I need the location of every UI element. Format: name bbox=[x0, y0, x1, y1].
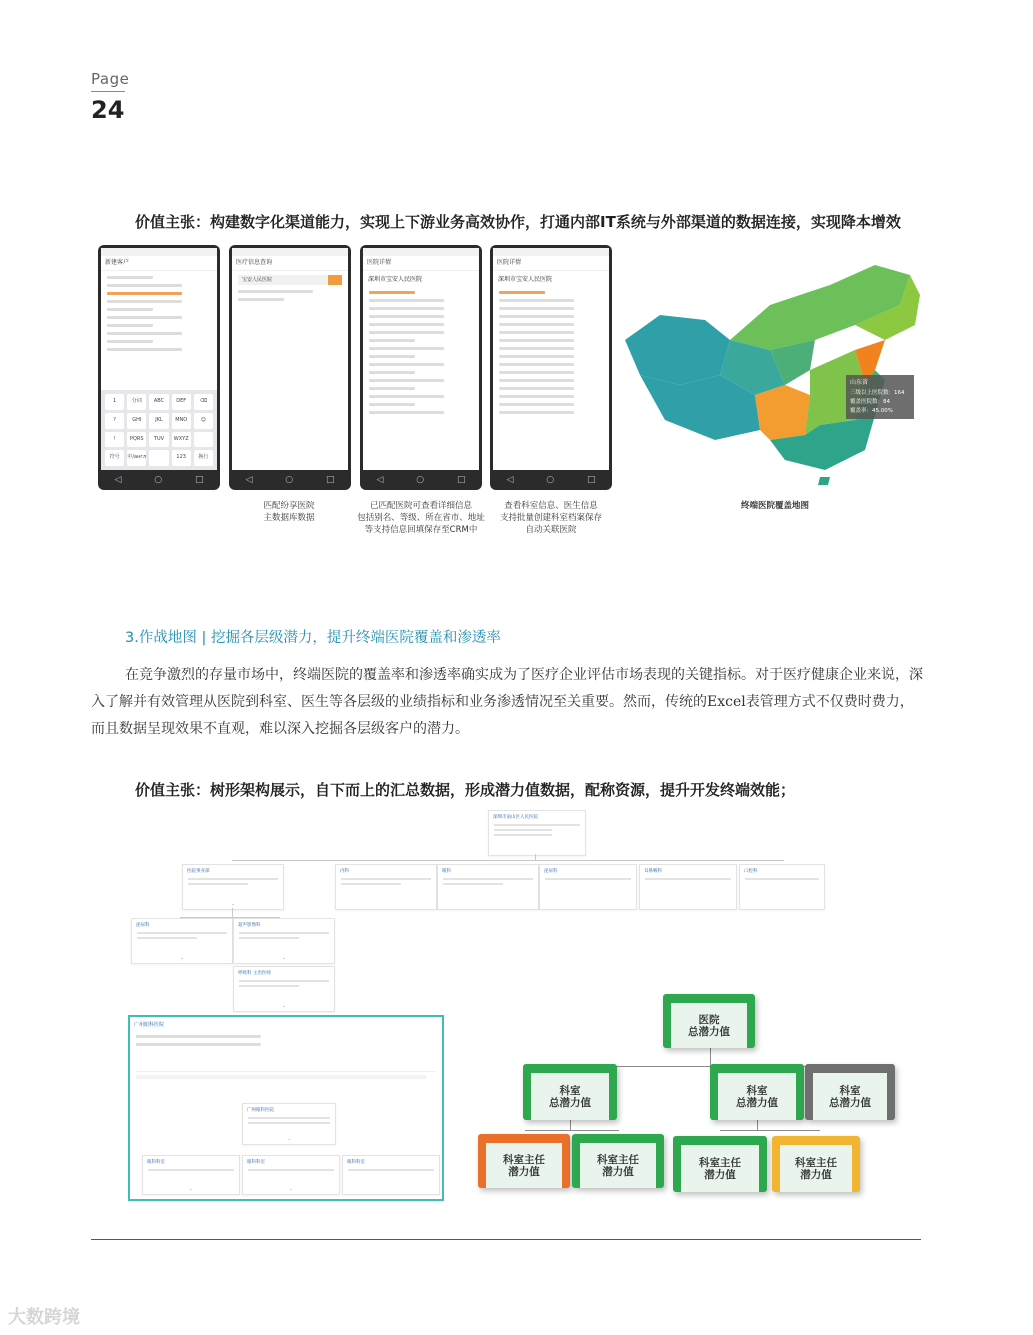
phone-nav-title: 医院详情 bbox=[493, 256, 609, 271]
map-tooltip-line2: 覆盖医院数：84 bbox=[850, 399, 890, 405]
map-caption: 终端医院覆盖地图 bbox=[740, 501, 809, 511]
tree-director-node: 科室主任 潜力值 bbox=[478, 1134, 570, 1188]
map-hainan bbox=[818, 477, 830, 485]
detail-title: 广州眼科医院 bbox=[134, 1022, 165, 1028]
org-card[interactable]: 呼吸科 主治医师 ⌄ bbox=[233, 966, 335, 1012]
phone-keyboard: 1 分词 ABC DEF ⌫ ? GHI JKL MNO ☺ ! PQRS TUV WXYZ 符号 中/англ 123 换行 bbox=[101, 390, 217, 470]
org-card[interactable]: 医院事业部 ⌄ bbox=[182, 864, 284, 910]
tree-dept-node: 科室 总潜力值 bbox=[523, 1064, 617, 1120]
recents-icon: □ bbox=[326, 475, 335, 485]
hospital-name: 深圳市宝安人民医院 bbox=[498, 276, 553, 283]
footer-divider bbox=[91, 1239, 921, 1240]
phone-screenshot-hospital-detail bbox=[360, 245, 482, 490]
recents-icon: □ bbox=[195, 475, 204, 485]
org-card[interactable]: 泌尿科 bbox=[539, 864, 637, 910]
caption-phone2: 匹配纷享医院 主数据库数据 bbox=[263, 501, 315, 523]
back-icon: ◁ bbox=[114, 475, 122, 485]
back-icon: ◁ bbox=[506, 475, 514, 485]
map-xinjiang bbox=[625, 315, 730, 385]
org-card[interactable]: 泌尿科 ⌄ bbox=[131, 918, 233, 964]
home-icon: ○ bbox=[546, 475, 555, 485]
phone-nav-title: 医院详情 bbox=[363, 256, 479, 271]
page-label: Page bbox=[91, 70, 130, 88]
home-icon: ○ bbox=[154, 475, 163, 485]
recents-icon: □ bbox=[457, 475, 466, 485]
caption-phone4: 查看科室信息、医生信息 支持批量创建科室档案保存 自动关联医院 bbox=[499, 501, 602, 535]
org-root-card[interactable]: 深圳市南山区人民医院 bbox=[488, 810, 586, 856]
tree-director-node: 科室主任 潜力值 bbox=[572, 1134, 664, 1188]
tree-root-node: 医院 总潜力值 bbox=[663, 994, 755, 1048]
org-card[interactable]: 内科 bbox=[335, 864, 437, 910]
home-icon: ○ bbox=[285, 475, 294, 485]
detail-bottom-card[interactable]: 眼科科室 ⌄ bbox=[242, 1155, 340, 1195]
phone-screenshot-department-list bbox=[490, 245, 612, 490]
china-coverage-map bbox=[620, 245, 920, 490]
map-sichuan bbox=[755, 385, 810, 440]
page-number: 24 bbox=[91, 96, 125, 124]
detail-sub-card[interactable]: 广州眼科医院 ⌄ bbox=[242, 1103, 336, 1145]
map-tooltip-line1: 三级以上医院数：164 bbox=[850, 390, 905, 396]
org-card[interactable]: 眼科 bbox=[437, 864, 539, 910]
detail-bottom-card[interactable]: 眼科科室 ⌄ bbox=[142, 1155, 240, 1195]
hospital-detail-panel bbox=[128, 1015, 444, 1201]
map-tooltip-region: 山东省 bbox=[850, 379, 869, 386]
back-icon: ◁ bbox=[376, 475, 384, 485]
back-icon: ◁ bbox=[245, 475, 253, 485]
org-card[interactable]: 口腔科 bbox=[739, 864, 825, 910]
recents-icon: □ bbox=[587, 475, 596, 485]
figure1-title: 价值主张：构建数字化渠道能力，实现上下游业务高效协作，打通内部IT系统与外部渠道的数据连接，实现降本增效 bbox=[135, 213, 901, 231]
detail-bottom-card[interactable]: 眼科科室 bbox=[342, 1155, 440, 1195]
home-icon: ○ bbox=[416, 475, 425, 485]
watermark: 大数跨境 bbox=[8, 1307, 80, 1328]
page-label-divider bbox=[91, 91, 125, 92]
phone-nav-title: 新建客户 bbox=[101, 256, 217, 271]
tree-director-node: 科室主任 潜力值 bbox=[673, 1136, 767, 1192]
hospital-name: 深圳市宝安人民医院 bbox=[368, 276, 423, 283]
tree-director-node: 科室主任 潜力值 bbox=[772, 1136, 860, 1192]
section-paragraph: 在竞争激烈的存量市场中，终端医院的覆盖率和渗透率确实成为了医疗企业评估市场表现的关键指标。对于医疗健康企业来说，深入了解并有效管理从医院到科室、医生等各层级的业绩指标和业务渗透情况至关重要。然而，传统的Excel表管理方式不仅费时费力，而且数据呈现效果不直观，难以深入挖掘各层级客户的潜力。 bbox=[91, 667, 923, 737]
caption-phone3: 已匹配医院可查看详细信息 包括别名、等级、所在省市、地址 等支持信息回填保存至CRM中 bbox=[357, 501, 485, 535]
org-card[interactable]: 超声影像科 ⌄ bbox=[233, 918, 335, 964]
phone-nav-title: 医疗信息查询 bbox=[232, 256, 348, 271]
figure2-title: 价值主张：树形架构展示，自下而上的汇总数据，形成潜力值数据，配称资源，提升开发终端效能； bbox=[135, 781, 796, 799]
phone-screenshot-new-customer bbox=[98, 245, 220, 490]
phone-screenshot-hospital-search bbox=[229, 245, 351, 490]
org-card[interactable]: 耳鼻喉科 bbox=[639, 864, 737, 910]
search-input[interactable]: 宝安人民医院 bbox=[238, 275, 342, 285]
section-heading: 3.作战地图 | 挖掘各层级潜力，提升终端医院覆盖和渗透率 bbox=[125, 630, 501, 646]
tree-dept-node: 科室 总潜力值 bbox=[805, 1064, 895, 1120]
tree-dept-node: 科室 总潜力值 bbox=[710, 1064, 804, 1120]
map-tooltip-line3: 覆盖率：45.00% bbox=[850, 408, 893, 414]
